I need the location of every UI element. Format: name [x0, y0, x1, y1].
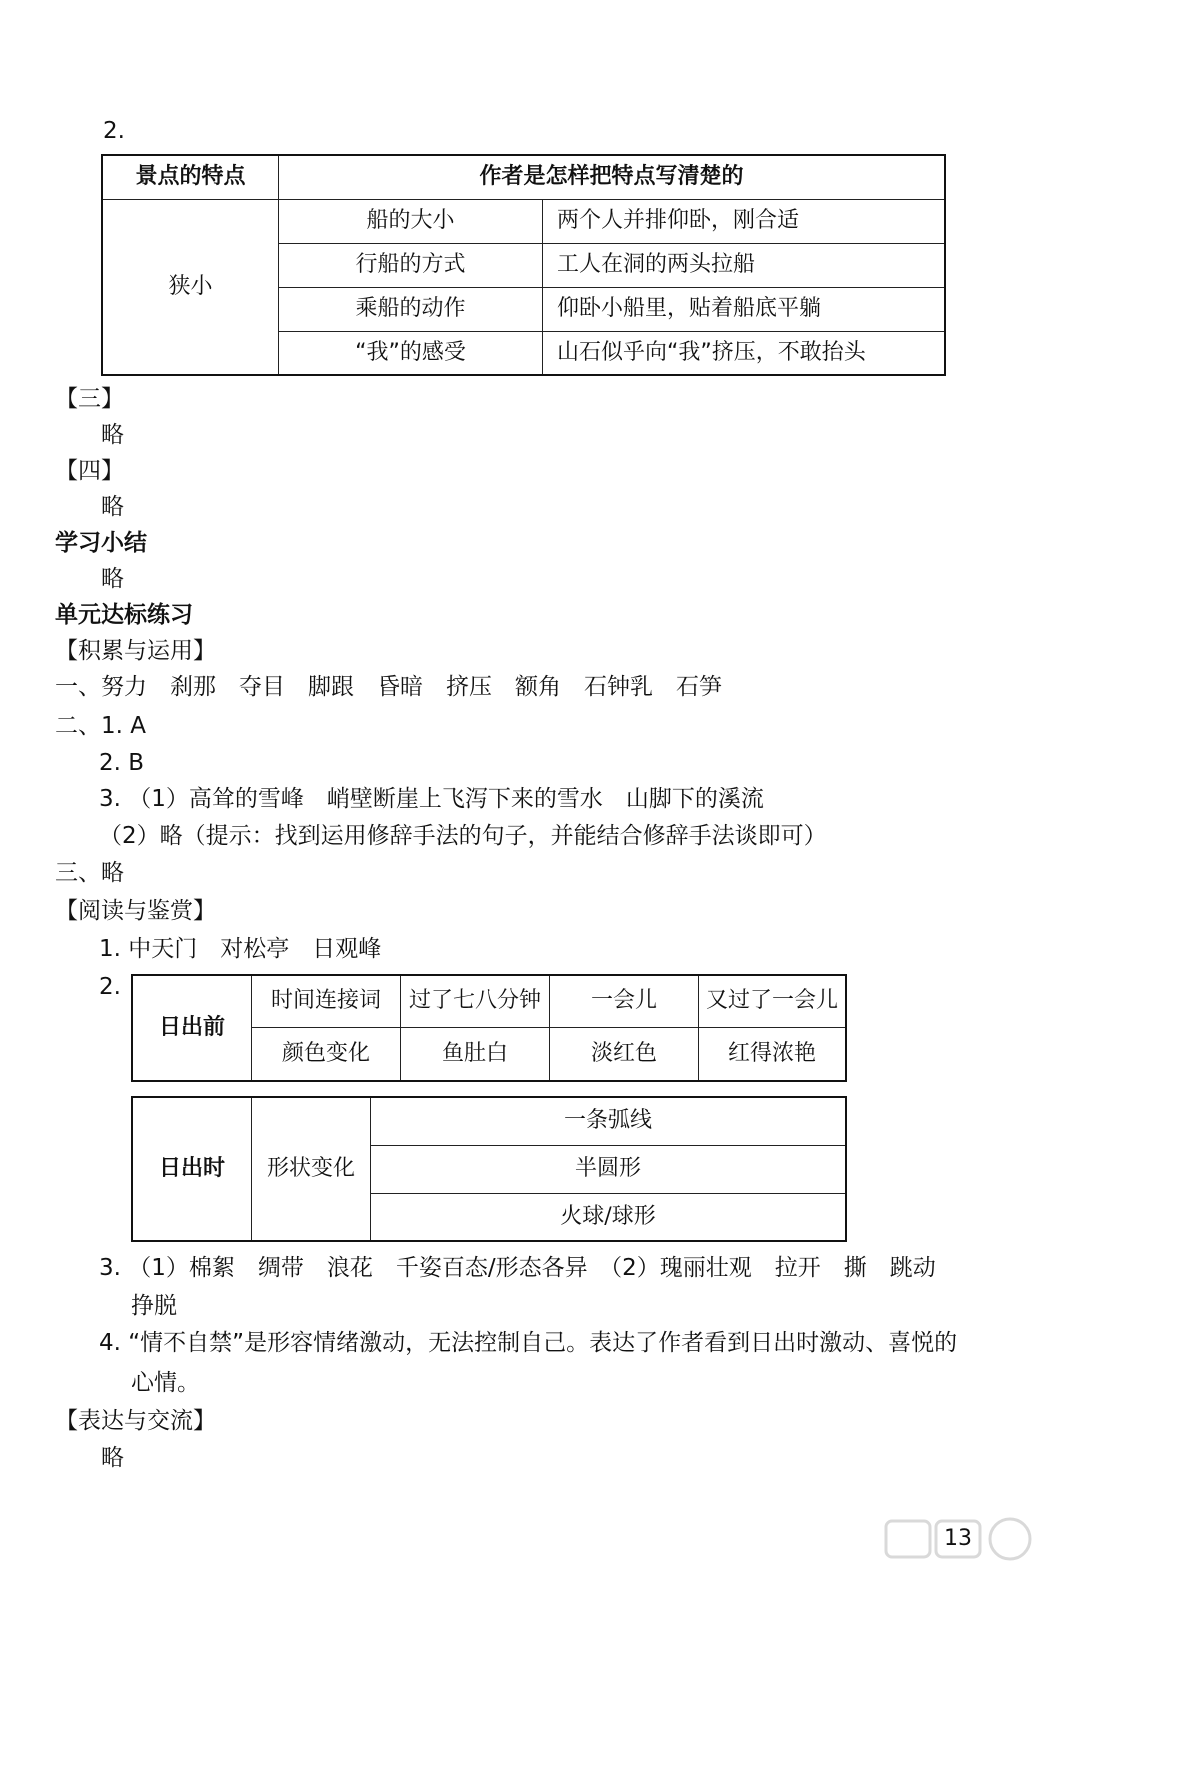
expression-answer: 略 — [101, 1445, 124, 1471]
part3-heading: 【三】 — [55, 386, 124, 412]
detail-cell: 仰卧小船里，贴着船底平躺 — [543, 287, 946, 331]
reading-q1: 1. 中天门 对松亭 日观峰 — [99, 936, 382, 962]
header-feature: 景点的特点 — [102, 155, 279, 199]
color-cell: 淡红色 — [550, 1027, 699, 1081]
during-row-label: 日出时 — [132, 1097, 252, 1241]
expression-heading: 【表达与交流】 — [55, 1408, 216, 1434]
time-cell: 过了七八分钟 — [401, 975, 550, 1027]
aspect-cell: “我”的感受 — [279, 331, 543, 375]
detail-cell: 山石似乎向“我”挤压，不敢抬头 — [543, 331, 946, 375]
accumulate-q3: 三、略 — [55, 860, 124, 886]
part3-answer: 略 — [101, 422, 124, 448]
part4-answer: 略 — [101, 494, 124, 520]
feature-table — [101, 154, 946, 376]
accumulate-heading: 【积累与运用】 — [55, 638, 216, 664]
time-cell: 又过了一会儿 — [699, 975, 847, 1027]
shape-cell: 一条弧线 — [371, 1097, 847, 1145]
page-number: 13 — [944, 1526, 972, 1551]
reading-heading: 【阅读与鉴赏】 — [55, 898, 216, 924]
before-row-label: 日出前 — [132, 975, 252, 1081]
feature-cell: 狭小 — [102, 199, 279, 375]
color-cell: 鱼肚白 — [401, 1027, 550, 1081]
watermark-seal-icon — [880, 1515, 1040, 1583]
sunrise-before-table — [131, 974, 847, 1082]
accumulate-q2-3-2: （2）略（提示：找到运用修辞手法的句子，并能结合修辞手法谈即可） — [99, 823, 827, 849]
header-how: 作者是怎样把特点写清楚的 — [279, 155, 946, 199]
summary-answer: 略 — [101, 566, 124, 592]
reading-q2-label: 2. — [99, 974, 121, 1000]
section-2-label: 2. — [103, 118, 125, 144]
accumulate-q2-3-1: 3. （1）高耸的雪峰 峭壁断崖上飞泻下来的雪水 山脚下的溪流 — [99, 786, 764, 812]
unit-test-heading: 单元达标练习 — [55, 602, 193, 628]
shape-label-cell: 形状变化 — [252, 1097, 371, 1241]
summary-heading: 学习小结 — [55, 530, 147, 556]
part4-heading: 【四】 — [55, 458, 124, 484]
accumulate-q2-1: 二、1. A — [55, 713, 146, 739]
color-cell: 红得浓艳 — [699, 1027, 847, 1081]
shape-cell: 火球/球形 — [371, 1193, 847, 1241]
sunrise-during-table — [131, 1096, 847, 1242]
color-label-cell: 颜色变化 — [252, 1027, 401, 1081]
reading-q4-line2: 心情。 — [131, 1370, 200, 1396]
detail-cell: 工人在洞的两头拉船 — [543, 243, 946, 287]
detail-cell: 两个人并排仰卧，刚合适 — [543, 199, 946, 243]
time-cell: 一会儿 — [550, 975, 699, 1027]
reading-q3-line2: 挣脱 — [131, 1293, 177, 1319]
reading-q4-line1: 4. “情不自禁”是形容情绪激动，无法控制自己。表达了作者看到日出时激动、喜悦的 — [99, 1330, 958, 1356]
time-label-cell: 时间连接词 — [252, 975, 401, 1027]
aspect-cell: 行船的方式 — [279, 243, 543, 287]
accumulate-q1: 一、努力 刹那 夺目 脚跟 昏暗 挤压 额角 石钟乳 石笋 — [55, 674, 722, 700]
watermark-logo — [880, 1515, 1040, 1583]
aspect-cell: 船的大小 — [279, 199, 543, 243]
shape-cell: 半圆形 — [371, 1145, 847, 1193]
aspect-cell: 乘船的动作 — [279, 287, 543, 331]
reading-q3-line1: 3. （1）棉絮 绸带 浪花 千姿百态/形态各异 （2）瑰丽壮观 拉开 撕 跳动 — [99, 1255, 936, 1281]
accumulate-q2-2: 2. B — [99, 750, 145, 776]
